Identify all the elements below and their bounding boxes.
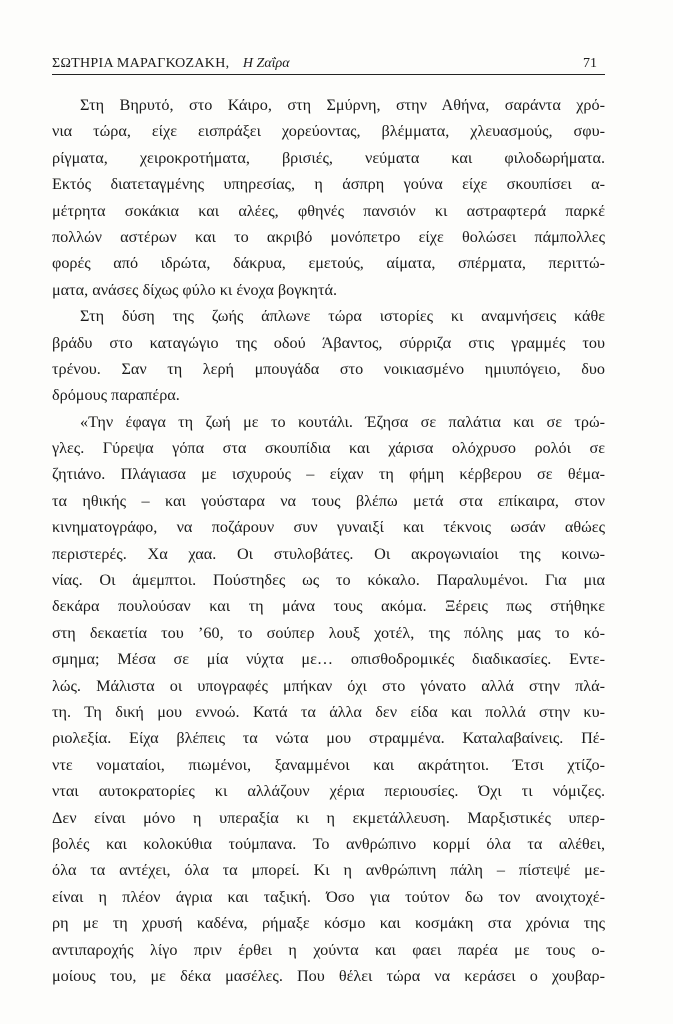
text-line: Στη δύση της ζωής άπλωνε τώρα ιστορίες κι αναμνήσεις κάθε: [80, 307, 605, 326]
running-header: [52, 53, 605, 75]
text-line: σμημα; Μέσα σε μία νύχτα με… οπισθοδρομικές διαδικασίες. Εντε-: [52, 650, 605, 669]
text-line: αντιπαροχής λίγο πριν έρθει η χούντα και φαει παρέα με τους ο-: [52, 940, 605, 959]
text-line: νται αυτοκρατορίες κι αλλάζουν χέρια περιουσίες. Όχι τι νόμιζες.: [52, 782, 605, 801]
text-line: μέτρητα σοκάκια και αλέες, φθηνές πανσιόν κι αστραφτερά παρκέ: [52, 201, 605, 220]
header-rule: [52, 74, 605, 75]
text-line: όλα τα αντέχει, όλα τα μπορεί. Κι η ανθρώπινη πάλη – πίστεψέ με-: [52, 861, 605, 880]
text-line: ρίγματα, χειροκροτήματα, βρισιές, νεύματα και φιλοδωρήματα.: [52, 148, 605, 167]
text-line: ντε νοματαίοι, πιωμένοι, ξαναμμένοι και ακράτητοι. Έτσι χτίζο-: [52, 755, 605, 774]
text-line: λώς. Μάλιστα οι υπογραφές μπήκαν όχι στο γόνατο αλλά στην πλά-: [52, 676, 605, 695]
page-number: 71: [583, 56, 597, 71]
text-line: γλες. Γύρεψα γόπα στα σκουπίδια και χάρισα ολόχρυσο ρολόι σε: [52, 439, 605, 458]
text-line: φορές από ιδρώτα, δάκρυα, εμετούς, αίματα, σπέρματα, περιττώ-: [52, 254, 605, 273]
header-book-title: Η Ζαΐρα: [242, 56, 290, 71]
text-line: τη. Τη δική μου εννοώ. Κατά τα άλλα δεν είδα και πολλά στην κυ-: [52, 702, 605, 721]
text-line: βράδυ στο καταγώγιο της οδού Άβαντος, σύρριζα στις γραμμές του: [52, 333, 605, 352]
text-line: κινηματογράφο, να ποζάρουν συν γυναιξί και τέκνοις ωσάν αθώες: [52, 518, 605, 537]
body-text: [52, 92, 605, 989]
text-line: βολές και κολοκύθια τούμπανα. Το ανθρώπινο κορμί όλα τα αλέθει,: [52, 834, 605, 853]
text-line: νίας. Οι άμεμπτοι. Πούστηδες ως το κόκαλο. Παραλυμένοι. Για μια: [52, 571, 605, 590]
text-line: δεκάρα πουλούσαν και τη μάνα τους ακόμα. Ξέρεις πως στήθηκε: [52, 597, 605, 616]
text-line: στη δεκαετία του ’60, το σούπερ λουξ χοτέλ, της πόλης μας το κό-: [52, 623, 605, 642]
header-author: ΣΩΤΗΡΙΑ ΜΑΡΑΓΚΟΖΑΚΗ,: [52, 56, 230, 71]
text-line: ριολεξία. Είχα βλέπεις τα νώτα μου στραμμένα. Καταλαβαίνεις. Πέ-: [52, 729, 605, 748]
text-line: τρένου. Σαν τη λερή μπουγάδα στο νοικιασμένο ημιυπόγειο, δυο: [52, 359, 605, 378]
text-line: ρη με τη χρυσή καδένα, ρήμαξε κόσμο και κοσμάκη στα χρόνια της: [52, 914, 605, 933]
text-line: Εκτός διατεταγμένης υπηρεσίας, η άσπρη γούνα είχε σκουπίσει α-: [52, 175, 605, 194]
text-line: «Την έφαγα τη ζωή με το κουτάλι. Έζησα σε παλάτια και σε τρώ-: [80, 412, 605, 431]
text-line: ματα, ανάσες δίχως φύλο κι ένοχα βογκητά.: [52, 280, 338, 299]
text-line: ζητιάνο. Πλάγιασα με ισχυρούς – είχαν τη φήμη κέρβερου σε θέμα-: [52, 465, 605, 484]
text-line: μοίους του, με δέκα μασέλες. Που θέλει τώρα να κεράσει ο χουβαρ-: [52, 966, 605, 985]
text-line: Στη Βηρυτό, στο Κάιρο, στη Σμύρνη, στην Αθήνα, σαράντα χρό-: [80, 96, 605, 114]
text-line: πολλών αστέρων και το ακριβό μονόπετρο είχε θολώσει πάμπολλες: [52, 227, 605, 246]
text-line: δρόμους παραπέρα.: [52, 386, 180, 405]
text-line: περιστερές. Χα χαα. Οι στυλοβάτες. Οι ακρογωνιαίοι της κοινω-: [52, 544, 605, 563]
text-line: νια τώρα, είχε εισπράξει χορεύοντας, βλέμματα, χλευασμούς, σφυ-: [52, 122, 605, 141]
text-line: τα ηθικής – και γούσταρα να τους βλέπω μετά στα επίκαιρα, στον: [52, 491, 605, 510]
text-line: είναι η πλέον άγρια και ταξική. Όσο για τούτον δω τον ανοιχτοχέ-: [52, 887, 605, 906]
text-line: Δεν είναι μόνο η υπεραξία κι η εκμετάλλευση. Μαρξιστικές υπερ-: [52, 808, 605, 827]
